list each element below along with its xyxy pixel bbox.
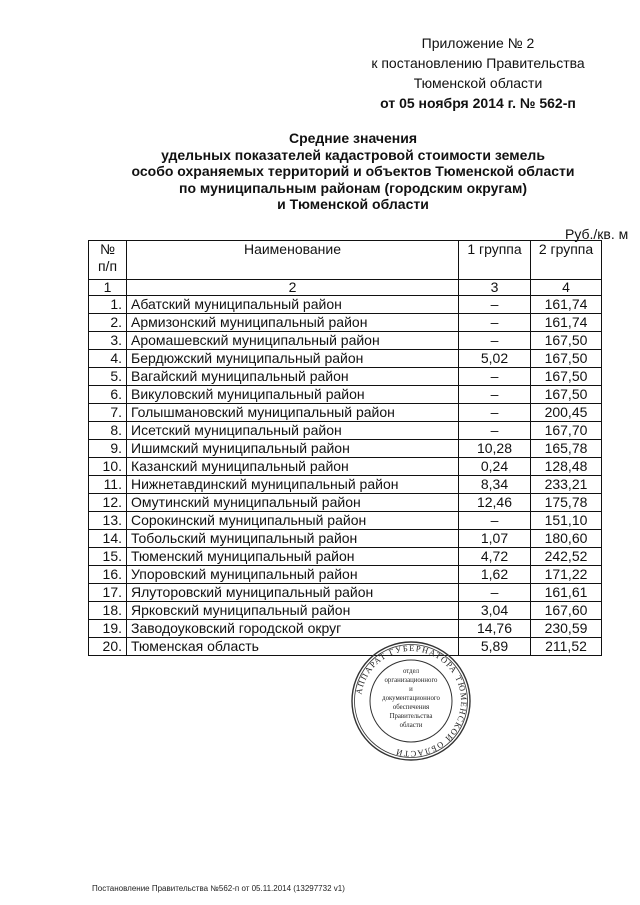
row-group-1: – xyxy=(459,512,531,530)
table-row xyxy=(89,566,602,584)
row-name: Тюменская область xyxy=(127,638,459,656)
header-group-2: 2 группа xyxy=(531,241,602,280)
row-number: 19. xyxy=(89,620,127,638)
row-number: 14. xyxy=(89,530,127,548)
table-row xyxy=(89,368,602,386)
title-line: Средние значения xyxy=(288,130,418,146)
row-number: 1. xyxy=(89,296,127,314)
stamp-line: организационного xyxy=(384,677,438,684)
row-number: 13. xyxy=(89,512,127,530)
row-group-2: 167,60 xyxy=(531,602,602,620)
document-footer: Постановление Правительства №562-п от 05.11.2014 (13297732 v1) xyxy=(92,884,345,893)
appendix-region: Тюменской области xyxy=(413,75,543,91)
stamp-ring-text: АППАРАТ ГУБЕРНАТОРА ТЮМЕНСКОЙ ОБЛАСТИ xyxy=(354,643,469,759)
row-group-1: 4,72 xyxy=(459,548,531,566)
row-group-2: 171,22 xyxy=(531,566,602,584)
row-name: Нижнетавдинский муниципальный район xyxy=(127,476,459,494)
title-line: особо охраняемых территорий и объектов Тюменской области xyxy=(131,163,575,179)
row-group-2: 167,50 xyxy=(531,332,602,350)
row-number: 5. xyxy=(89,368,127,386)
table-row xyxy=(89,296,602,314)
table-row xyxy=(89,350,602,368)
row-number: 10. xyxy=(89,458,127,476)
row-number: 8. xyxy=(89,422,127,440)
row-group-1: 12,46 xyxy=(459,494,531,512)
row-name: Ишимский муниципальный район xyxy=(127,440,459,458)
row-group-1: – xyxy=(459,422,531,440)
official-stamp xyxy=(350,640,472,762)
appendix-header xyxy=(368,33,588,113)
row-group-2: 230,59 xyxy=(531,620,602,638)
row-group-2: 167,70 xyxy=(531,422,602,440)
table-row xyxy=(89,422,602,440)
header-name: Наименование xyxy=(127,241,459,280)
row-group-2: 211,52 xyxy=(531,638,602,656)
row-name: Ялуторовский муниципальный район xyxy=(127,584,459,602)
table-row xyxy=(89,404,602,422)
row-number: 4. xyxy=(89,350,127,368)
row-group-2: 167,50 xyxy=(531,386,602,404)
row-name: Викуловский муниципальный район xyxy=(127,386,459,404)
title-line: и Тюменской области xyxy=(277,196,429,212)
table-header-row xyxy=(89,241,602,280)
row-group-1: 1,07 xyxy=(459,530,531,548)
table-row xyxy=(89,386,602,404)
header-num: № п/п xyxy=(89,241,127,280)
row-group-1: – xyxy=(459,584,531,602)
row-number: 7. xyxy=(89,404,127,422)
row-name: Заводоуковский городской округ xyxy=(127,620,459,638)
row-group-1: – xyxy=(459,314,531,332)
row-group-2: 161,61 xyxy=(531,584,602,602)
row-group-2: 161,74 xyxy=(531,296,602,314)
row-name: Абатский муниципальный район xyxy=(127,296,459,314)
row-group-1: 14,76 xyxy=(459,620,531,638)
row-name: Тюменский муниципальный район xyxy=(127,548,459,566)
row-number: 6. xyxy=(89,386,127,404)
row-name: Бердюжский муниципальный район xyxy=(127,350,459,368)
row-number: 20. xyxy=(89,638,127,656)
stamp-line: отдел xyxy=(402,668,420,675)
table-row xyxy=(89,548,602,566)
row-name: Исетский муниципальный район xyxy=(127,422,459,440)
row-number: 3. xyxy=(89,332,127,350)
row-name: Казанский муниципальный район xyxy=(127,458,459,476)
table-row xyxy=(89,476,602,494)
stamp-line: документационного xyxy=(382,695,440,702)
row-number: 2. xyxy=(89,314,127,332)
stamp-line: и xyxy=(409,686,413,693)
row-number: 9. xyxy=(89,440,127,458)
row-group-1: – xyxy=(459,368,531,386)
column-number: 4 xyxy=(531,280,602,296)
column-number: 1 xyxy=(89,280,127,296)
table-row xyxy=(89,332,602,350)
table-row xyxy=(89,620,602,638)
document-title xyxy=(0,130,640,213)
row-name: Тобольский муниципальный район xyxy=(127,530,459,548)
table-row xyxy=(89,602,602,620)
table-row xyxy=(89,440,602,458)
row-group-1: – xyxy=(459,386,531,404)
unit-label: Руб./кв. м xyxy=(565,226,629,242)
table-row xyxy=(89,314,602,332)
row-name: Омутинский муниципальный район xyxy=(127,494,459,512)
table-row xyxy=(89,638,602,656)
header-group-1: 1 группа xyxy=(459,241,531,280)
row-group-1: 3,04 xyxy=(459,602,531,620)
table-row xyxy=(89,494,602,512)
cadastral-values-table xyxy=(88,240,602,656)
row-number: 12. xyxy=(89,494,127,512)
row-name: Ярковский муниципальный район xyxy=(127,602,459,620)
appendix-date: от 05 ноября 2014 г. № 562-п xyxy=(380,95,576,111)
row-number: 17. xyxy=(89,584,127,602)
stamp-line: обеспечения xyxy=(392,704,430,711)
row-group-2: 167,50 xyxy=(531,368,602,386)
row-name: Вагайский муниципальный район xyxy=(127,368,459,386)
row-number: 18. xyxy=(89,602,127,620)
table-row xyxy=(89,584,602,602)
row-group-1: – xyxy=(459,332,531,350)
row-group-1: – xyxy=(459,296,531,314)
row-name: Армизонский муниципальный район xyxy=(127,314,459,332)
row-group-2: 180,60 xyxy=(531,530,602,548)
row-group-1: 10,28 xyxy=(459,440,531,458)
row-number: 16. xyxy=(89,566,127,584)
row-group-2: 167,50 xyxy=(531,350,602,368)
title-line: по муниципальным районам (городским округам) xyxy=(179,179,527,196)
stamp-line: Правительства xyxy=(389,713,433,720)
row-group-1: 5,89 xyxy=(459,638,531,656)
row-name: Аромашевский муниципальный район xyxy=(127,332,459,350)
row-group-2: 165,78 xyxy=(531,440,602,458)
row-group-2: 200,45 xyxy=(531,404,602,422)
title-line: удельных показателей кадастровой стоимости земель xyxy=(161,146,545,163)
appendix-number: Приложение № 2 xyxy=(421,35,535,51)
row-group-2: 233,21 xyxy=(531,476,602,494)
row-group-2: 242,52 xyxy=(531,548,602,566)
column-number-row xyxy=(89,280,602,296)
row-group-2: 175,78 xyxy=(531,494,602,512)
column-number: 2 xyxy=(127,280,459,296)
row-name: Голышмановский муниципальный район xyxy=(127,404,459,422)
row-name: Сорокинский муниципальный район xyxy=(127,512,459,530)
column-number: 3 xyxy=(459,280,531,296)
row-group-1: 1,62 xyxy=(459,566,531,584)
table-row xyxy=(89,530,602,548)
row-group-1: 5,02 xyxy=(459,350,531,368)
table-row xyxy=(89,458,602,476)
row-group-2: 128,48 xyxy=(531,458,602,476)
appendix-reference: к постановлению Правительства xyxy=(371,55,585,71)
row-name: Упоровский муниципальный район xyxy=(127,566,459,584)
stamp-line: области xyxy=(399,722,423,729)
row-group-1: 0,24 xyxy=(459,458,531,476)
row-group-1: – xyxy=(459,404,531,422)
row-group-1: 8,34 xyxy=(459,476,531,494)
row-number: 11. xyxy=(89,476,127,494)
row-group-2: 151,10 xyxy=(531,512,602,530)
row-number: 15. xyxy=(89,548,127,566)
table-row xyxy=(89,512,602,530)
row-group-2: 161,74 xyxy=(531,314,602,332)
